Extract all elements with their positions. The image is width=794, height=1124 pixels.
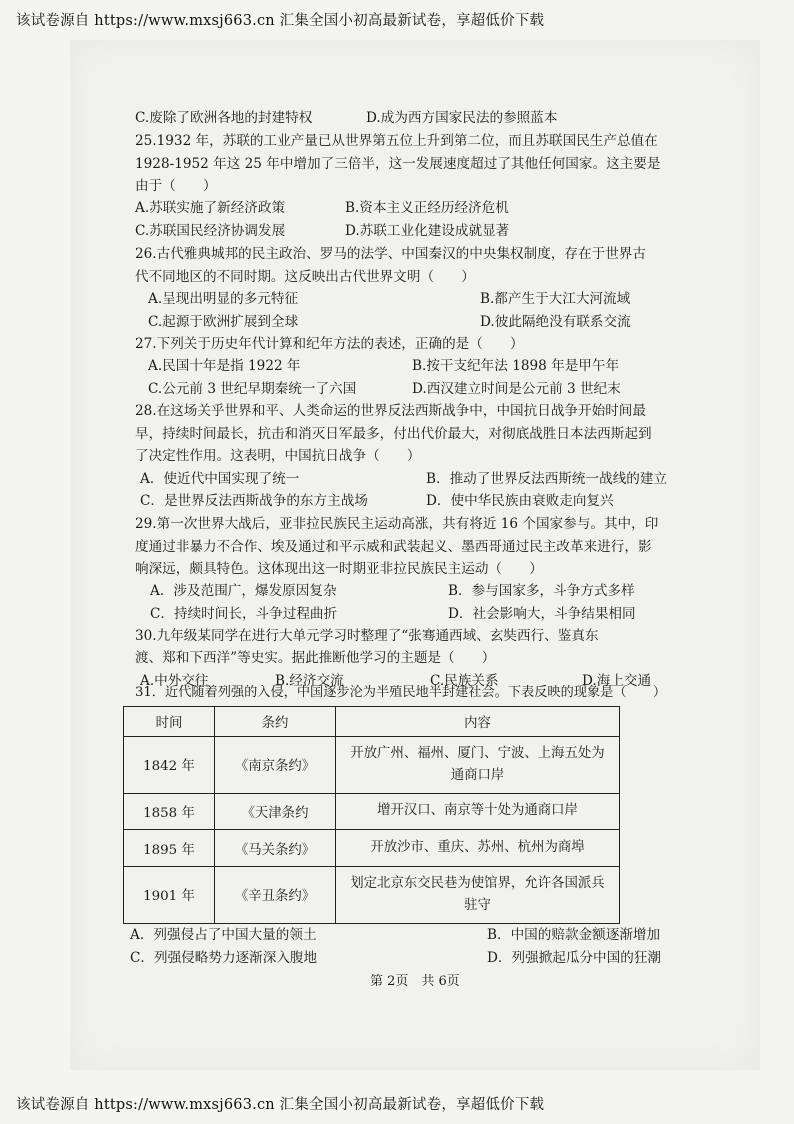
row-treaty: 《马关条约》: [215, 830, 336, 867]
table-row: [124, 736, 620, 793]
q24-option-c: C.废除了欧洲各地的封建特权: [135, 110, 313, 126]
table-header-content: 内容: [336, 707, 620, 737]
row-content-line2: 通商口岸: [450, 767, 505, 783]
table-header-row: [124, 707, 620, 737]
row-time: 1858 年: [124, 793, 215, 830]
q31-option-d: D．列强掀起瓜分中国的狂潮: [487, 950, 662, 966]
q29-option-b: B．参与国家多，斗争方式多样: [448, 583, 635, 599]
table-header-time: 时间: [124, 707, 215, 737]
q25-option-a: A.苏联实施了新经济政策: [135, 200, 286, 216]
q27-option-b: B.按干支纪年法 1898 年是甲午年: [412, 358, 620, 374]
q28-stem-line1: 28.在这场关乎世界和平、人类命运的世界反法西斯战争中，中国抗日战争开始时间最: [135, 403, 646, 419]
q30-option-b: B.经济交流: [275, 673, 344, 689]
treaty-table: [123, 706, 620, 924]
q26-option-b: B.都产生于大江大河流域: [480, 291, 631, 307]
q31-option-b: B．中国的赔款金额逐渐增加: [487, 927, 661, 943]
row-treaty: 《辛丑条约》: [215, 866, 336, 923]
row-time: 1901 年: [124, 866, 215, 923]
q29-option-a: A．涉及范围广，爆发原因复杂: [150, 583, 337, 599]
row-treaty: 《南京条约》: [215, 736, 336, 793]
q28-option-a: A．使近代中国实现了统一: [140, 471, 300, 487]
q27-stem-line1: 27.下列关于历史年代计算和纪年方法的表述，正确的是（ ）: [135, 336, 524, 352]
q29-option-d: D．社会影响大，斗争结果相同: [448, 606, 636, 622]
q25-stem-line2: 1928-1952 年这 25 年中增加了三倍半，这一发展速度超过了其他任何国家。这主要是: [135, 156, 661, 172]
q30-option-c: C.民族关系: [430, 673, 499, 689]
table-row: [124, 866, 620, 923]
q29-stem-line2: 度通过非暴力不合作、埃及通过和平示威和武装起义、墨西哥通过民主改革来进行，影: [135, 539, 652, 555]
q26-stem-line2: 代不同地区的不同时期。这反映出古代世界文明（ ）: [135, 269, 475, 285]
row-content-line2: 驻守: [464, 897, 491, 913]
q26-option-c: C.起源于欧洲扩展到全球: [148, 314, 299, 330]
row-content: [336, 866, 620, 923]
row-treaty: 《天津条约: [215, 793, 336, 830]
q30-stem-line1: 30.九年级某同学在进行大单元学习时整理了“张骞通西域、玄奘西行、鉴真东: [135, 628, 599, 644]
q31-stem-line1: 31．近代随着列强的入侵，中国逐步沦为半殖民地半封建社会。下表反映的现象是（ ）: [135, 685, 667, 700]
q25-option-c: C.苏联国民经济协调发展: [135, 223, 286, 239]
row-content-line1: 开放沙市、重庆、苏州、杭州为商埠: [370, 840, 585, 856]
q29-option-c: C．持续时间长，斗争过程曲折: [150, 606, 338, 622]
q26-stem-line1: 26.古代雅典城邦的民主政治、罗马的法学、中国秦汉的中央集权制度，存在于世界古: [135, 246, 646, 262]
q27-option-a: A.民国十年是指 1922 年: [148, 358, 301, 374]
q30-stem-line2: 渡、郑和下西洋”等史实。据此推断他学习的主题是（ ）: [135, 650, 496, 666]
q24-option-d: D.成为西方国家民法的参照蓝本: [366, 110, 558, 126]
q25-stem-line3: 由于（ ）: [135, 178, 217, 194]
row-content-line1: 开放广州、福州、厦门、宁波、上海五处为: [350, 745, 605, 761]
q25-option-d: D.苏联工业化建设成就显著: [345, 223, 510, 239]
table-header-treaty: 条约: [215, 707, 336, 737]
row-content: [336, 830, 620, 867]
q27-option-d: D.西汉建立时间是公元前 3 世纪末: [412, 381, 621, 397]
q27-option-c: C.公元前 3 世纪早期秦统一了六国: [148, 381, 357, 397]
q28-stem-line3: 了决定性作用。这表明，中国抗日战争（ ）: [135, 448, 421, 464]
q31-option-c: C．列强侵略势力逐渐深入腹地: [130, 950, 318, 966]
row-content-line1: 增开汉口、南京等十处为通商口岸: [377, 803, 578, 819]
q25-stem-line1: 25.1932 年，苏联的工业产量已从世界第五位上升到第二位，而且苏联国民生产总值在: [135, 133, 658, 149]
q28-option-c: C．是世界反法西斯战争的东方主战场: [140, 493, 368, 509]
source-banner-top: 该试卷源自 https://www.mxsj663.cn 汇集全国小初高最新试卷，享超低价下载: [16, 13, 545, 29]
q26-option-a: A.呈现出明显的多元特征: [148, 291, 299, 307]
row-time: 1895 年: [124, 830, 215, 867]
q28-stem-line2: 早，持续时间最长，抗击和消灭日军最多，付出代价最大，对彻底战胜日本法西斯起到: [135, 426, 652, 442]
row-content: [336, 736, 620, 793]
q31-option-a: A．列强侵占了中国大量的领土: [130, 927, 317, 943]
page-number: 第 2页 共 6页: [370, 974, 460, 989]
q28-option-d: D．使中华民族由衰败走向复兴: [426, 493, 614, 509]
q25-option-b: B.资本主义正经历经济危机: [345, 200, 509, 216]
q28-option-b: B．推动了世界反法西斯统一战线的建立: [426, 471, 668, 487]
table-row: [124, 830, 620, 867]
q29-stem-line1: 29.第一次世界大战后，亚非拉民族民主运动高涨，共有将近 16 个国家参与。其中，印: [135, 516, 659, 532]
row-content-line1: 划定北京东交民巷为使馆界，允许各国派兵: [350, 875, 605, 891]
row-content: [336, 793, 620, 830]
q26-option-d: D.彼此隔绝没有联系交流: [480, 314, 631, 330]
source-banner-bottom: 该试卷源自 https://www.mxsj663.cn 汇集全国小初高最新试卷，享超低价下载: [16, 1097, 545, 1113]
q30-option-a: A.中外交往: [140, 673, 209, 689]
q29-stem-line3: 响深远，颇具特色。这体现出这一时期亚非拉民族民主运动（ ）: [135, 561, 543, 577]
row-time: 1842 年: [124, 736, 215, 793]
table-row: [124, 793, 620, 830]
q30-option-d: D.海上交通: [582, 673, 652, 689]
